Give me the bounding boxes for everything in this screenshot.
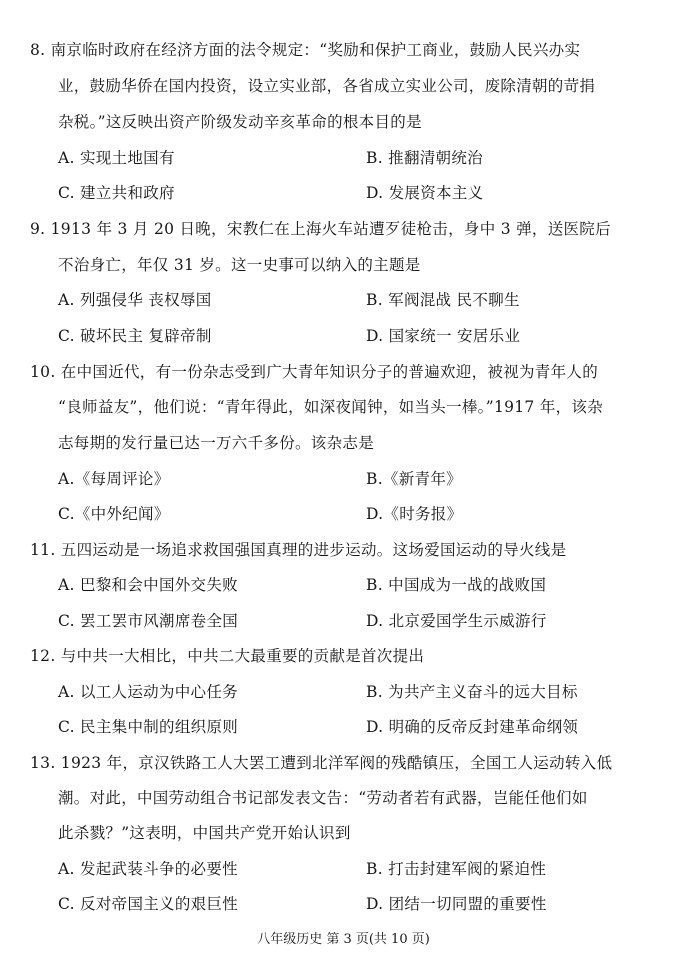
q9-option-c: C. 破坏民主 复辟帝制 (58, 327, 212, 345)
q10-option-a: A.《每周评论》 (58, 470, 170, 488)
q9-option-d: D. 国家统一 安居乐业 (366, 327, 521, 345)
q9-stem-line-2: 不治身亡，年仅 31 岁。这一史事可以纳入的主题是 (58, 256, 421, 274)
page-footer: 八年级历史 第 3 页(共 10 页) (257, 932, 430, 947)
q8-option-a: A. 实现土地国有 (58, 149, 175, 167)
q8-option-c: C. 建立共和政府 (58, 184, 175, 202)
q8-stem-line-1: 8. 南京临时政府在经济方面的法令规定：“奖励和保护工商业，鼓励人民兴办实 (30, 41, 581, 59)
q13-stem-line-2: 潮。对此，中国劳动组合书记部发表文告：“劳动者若有武器，岂能任他们如 (58, 789, 588, 807)
q13-option-b: B. 打击封建军阀的紧迫性 (366, 860, 547, 878)
q11-option-b: B. 中国成为一战的战败国 (366, 576, 547, 594)
q8-stem-line-3: 杂税。”这反映出资产阶级发动辛亥革命的根本目的是 (58, 113, 422, 131)
q11-stem-line-1: 11. 五四运动是一场追求救国强国真理的进步运动。这场爱国运动的导火线是 (30, 541, 567, 559)
q10-option-d: D.《时务报》 (366, 505, 463, 523)
q11-option-d: D. 北京爱国学生示威游行 (366, 612, 547, 630)
q8-option-d: D. 发展资本主义 (366, 184, 484, 202)
q12-option-c: C. 民主集中制的组织原则 (58, 718, 239, 736)
q10-option-c: C.《中外纪闻》 (58, 505, 170, 523)
q12-option-d: D. 明确的反帝反封建革命纲领 (366, 718, 579, 736)
q11-option-c: C. 罢工罢市风潮席卷全国 (58, 612, 239, 630)
q9-option-a: A. 列强侵华 丧权辱国 (58, 291, 212, 309)
q12-stem-line-1: 12. 与中共一大相比，中共二大最重要的贡献是首次提出 (30, 647, 425, 665)
q10-stem-line-1: 10. 在中国近代，有一份杂志受到广大青年知识分子的普遍欢迎，被视为青年人的 (30, 363, 598, 381)
q13-stem-line-3: 此杀戮？”这表明，中国共产党开始认识到 (58, 824, 351, 842)
q9-option-b: B. 军阀混战 民不聊生 (366, 291, 520, 309)
q12-option-b: B. 为共产主义奋斗的远大目标 (366, 683, 578, 701)
q10-stem-line-2: “良师益友”，他们说：“青年得此，如深夜闻钟，如当头一棒。”1917 年，该杂 (58, 398, 604, 416)
q10-option-b: B.《新青年》 (366, 470, 462, 488)
q13-option-d: D. 团结一切同盟的重要性 (366, 895, 547, 913)
q11-option-a: A. 巴黎和会中国外交失败 (58, 576, 238, 594)
q13-stem-line-1: 13. 1923 年，京汉铁路工人大罢工遭到北洋军阀的残酷镇压，全国工人运动转入低 (30, 754, 613, 772)
q10-stem-line-3: 志每期的发行量已达一万六千多份。该杂志是 (58, 434, 375, 452)
q8-option-b: B. 推翻清朝统治 (366, 149, 483, 167)
q8-stem-line-2: 业，鼓励华侨在国内投资，设立实业部，各省成立实业公司，废除清朝的苛捐 (58, 77, 596, 95)
q13-option-c: C. 反对帝国主义的艰巨性 (58, 895, 239, 913)
q13-option-a: A. 发起武装斗争的必要性 (58, 860, 238, 878)
q9-stem-line-1: 9. 1913 年 3 月 20 日晚，宋教仁在上海火车站遭歹徒枪击，身中 3 弹，送医院后 (30, 220, 611, 238)
q12-option-a: A. 以工人运动为中心任务 (58, 683, 238, 701)
